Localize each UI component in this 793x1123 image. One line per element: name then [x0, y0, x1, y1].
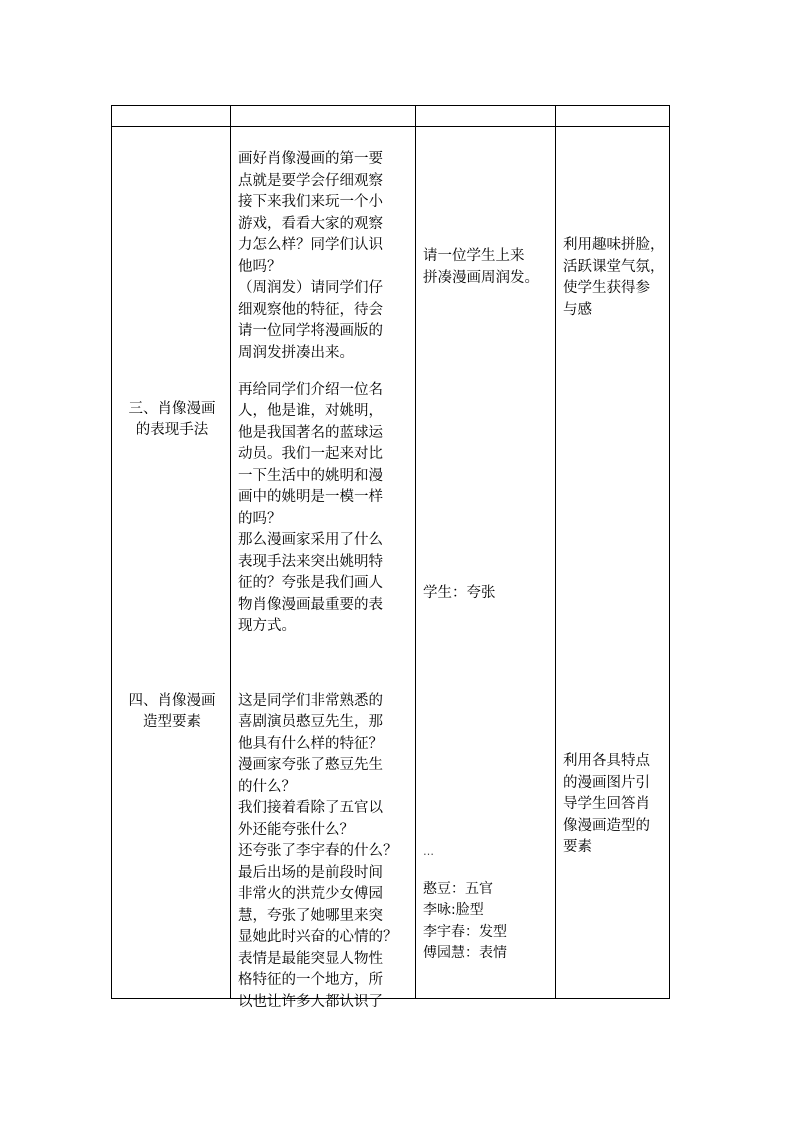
text-line: 现方式。	[238, 618, 296, 634]
section4-intent-line: 要素	[563, 839, 592, 855]
section4-intent-line: 导学生回答肖	[563, 796, 650, 812]
text-line: 格特征的一个地方，所	[238, 972, 383, 988]
section4-intent-line: 利用各具特点	[563, 753, 650, 769]
column-divider-3	[555, 105, 556, 999]
column-divider-1	[230, 105, 231, 999]
text-line: 表现手法来突出姚明特	[238, 554, 383, 570]
header-row-divider	[111, 126, 670, 127]
text-line: 显她此时兴奋的心情的？	[238, 929, 398, 945]
text-line: 非常火的洪荒少女傅园	[238, 886, 383, 902]
text-line: 请一位同学将漫画版的	[238, 323, 383, 339]
section4-student-answer: 李咏:脸型	[423, 902, 484, 918]
text-line: 征的？夸张是我们画人	[238, 575, 383, 591]
text-line: 我们接着看除了五官以	[238, 800, 383, 816]
column-divider-2	[415, 105, 416, 999]
table-border-bottom	[111, 998, 670, 999]
section3-title-line2: 的表现手法	[135, 422, 209, 438]
text-line: 接下来我们来玩一个小	[238, 194, 383, 210]
section4-intent-line: 像漫画造型的	[563, 818, 650, 834]
table-border-right	[669, 105, 670, 999]
section4-title-line2: 造型要素	[143, 714, 201, 730]
text-line: 他吗？	[238, 259, 282, 275]
text-line: 游戏，看看大家的观察	[238, 216, 383, 232]
text-line: 表情是最能突显人物性	[238, 951, 383, 967]
text-line: 他是我国著名的蓝球运	[238, 425, 383, 441]
section4-student-answer: 傅园慧：表情	[423, 945, 507, 961]
text-line: 还夸张了李宇春的什么？	[238, 843, 398, 859]
text-line: 人，他是谁，对姚明，	[238, 403, 383, 419]
text-line: 的吗？	[238, 511, 282, 527]
text-line: 漫画家夸张了憨豆先生	[238, 757, 383, 773]
section3-intent-line: 利用趣味拼脸，	[563, 237, 665, 253]
text-line: 点就是要学会仔细观察	[238, 173, 383, 189]
text-line: 以也让许多人都认识了	[238, 994, 383, 1010]
text-line: 画好肖像漫画的第一要	[238, 151, 383, 167]
section4-ellipsis: …	[423, 845, 434, 858]
text-line: （周润发）请同学们仔	[238, 280, 383, 296]
text-line: 动员。我们一起来对比	[238, 446, 383, 462]
text-line: 的什么？	[238, 779, 296, 795]
text-line: 最后出场的是前段时间	[238, 865, 383, 881]
text-line: 喜剧演员憨豆先生，那	[238, 714, 383, 730]
section3-student-activity-2: 学生：夸张	[423, 585, 496, 601]
text-line: 外还能夸张什么？	[238, 822, 354, 838]
text-line: 这是同学们非常熟悉的	[238, 693, 383, 709]
text-line: 再给同学们介绍一位名	[238, 382, 383, 398]
text-line: 画中的姚明是一模一样	[238, 489, 383, 505]
text-line: 周润发拼凑出来。	[238, 345, 354, 361]
text-line: 那么漫画家采用了什么	[238, 532, 383, 548]
text-line: 慧，夸张了她哪里来突	[238, 908, 383, 924]
section4-intent-line: 的漫画图片引	[563, 775, 650, 791]
section3-intent-line: 与感	[563, 302, 592, 318]
text-line: 物肖像漫画最重要的表	[238, 597, 383, 613]
table-border-top	[111, 105, 670, 106]
section3-intent-line: 活跃课堂气氛，	[563, 259, 665, 275]
section3-title-line1: 三、肖像漫画	[128, 401, 216, 417]
section4-student-answer: 李宇春：发型	[423, 924, 507, 940]
lesson-plan-table	[111, 105, 670, 1010]
text-line: 细观察他的特征，待会	[238, 302, 383, 318]
section3-intent-line: 使学生获得参	[563, 280, 650, 296]
section4-student-answer: 憨豆：五官	[423, 881, 493, 897]
section3-student-activity-1-cont: 拼凑漫画周润发。	[423, 270, 539, 286]
text-line: 力怎么样？同学们认识	[238, 237, 383, 253]
section4-title-line1: 四、肖像漫画	[128, 693, 216, 709]
text-line: 一下生活中的姚明和漫	[238, 468, 383, 484]
table-border-left	[111, 105, 112, 999]
text-line: 他具有什么样的特征？	[238, 736, 383, 752]
section3-student-activity-1: 请一位学生上来	[423, 248, 525, 264]
